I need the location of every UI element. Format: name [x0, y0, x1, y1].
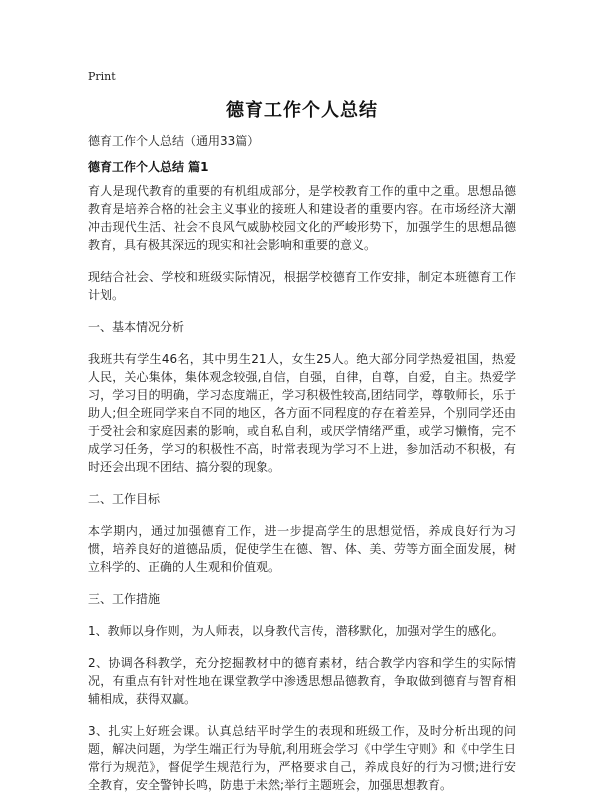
document-subtitle: 德育工作个人总结（通用33篇）: [88, 134, 260, 148]
heading-work-measures: 三、工作措施: [88, 592, 161, 606]
paragraph-goals: 本学期内，通过加强德育工作，进一步提高学生的思想觉悟，养成良好行为习惯，培养良好的道德品质，促使学生在德、智、体、美、劳等方面全面发展，树立科学的、正确的人生观和价值观。: [88, 524, 516, 574]
paragraph-plan: 现结合社会、学校和班级实际情况，根据学校德育工作安排，制定本班德育工作计划。: [88, 270, 516, 302]
article-body: [88, 182, 516, 808]
print-link[interactable]: Print: [88, 70, 116, 83]
section-heading: 德育工作个人总结 篇1: [88, 160, 209, 174]
paragraph-measure-3: 3、扎实上好班会课。认真总结平时学生的表现和班级工作，及时分析出现的问题，解决问题，为学生端正行为导航,利用班会学习《中学生守则》和《中学生日常行为规范》，督促学生规范行为，严格要求自己，养成良好的行为习惯;进行安全教育，安全警钟长鸣，防患于未然;举行主题班会，加强思想教育。: [88, 724, 516, 792]
page-title: 德育工作个人总结: [226, 100, 378, 121]
paragraph-measure-2: 2、协调各科教学，充分挖掘教材中的德育素材，结合教学内容和学生的实际情况，有重点有针对性地在课堂教学中渗透思想品德教育，争取做到德育与智育相辅相成，获得双赢。: [88, 656, 516, 706]
paragraph-intro: 育人是现代教育的重要的有机组成部分，是学校教育工作的重中之重。思想品德教育是培养合格的社会主义事业的接班人和建设者的重要内容。在市场经济大潮冲击现代生活、社会不良风气威胁校园文化的严峻形势下，加强学生的思想品德教育，具有极其深远的现实和社会影响和重要的意义。: [88, 184, 516, 252]
paragraph-measure-1: 1、教师以身作则，为人师表，以身教代言传，潜移默化，加强对学生的感化。: [88, 624, 504, 638]
heading-work-goals: 二、工作目标: [88, 492, 161, 506]
heading-situation-analysis: 一、基本情况分析: [88, 320, 185, 334]
paragraph-situation: 我班共有学生46名，其中男生21人，女生25人。绝大部分同学热爱祖国，热爱人民，关心集体，集体观念较强,自信，自强，自律，自尊，自爱，自主。热爱学习，学习目的明确，学习态度端正，学习积极性较高,团结同学，尊敬师长，乐于助人;但全班同学来自不同的地区，各方面不同程度的存在着差异，个别同学还由于受社会和家庭因素的影响，或自私自利，或厌学情绪严重，或学习懒惰，完不成学习任务，学习的积极性不高，时常表现为学习不上进，参加活动不积极，有时还会出现不团结、搞分裂的现象。: [88, 352, 516, 474]
